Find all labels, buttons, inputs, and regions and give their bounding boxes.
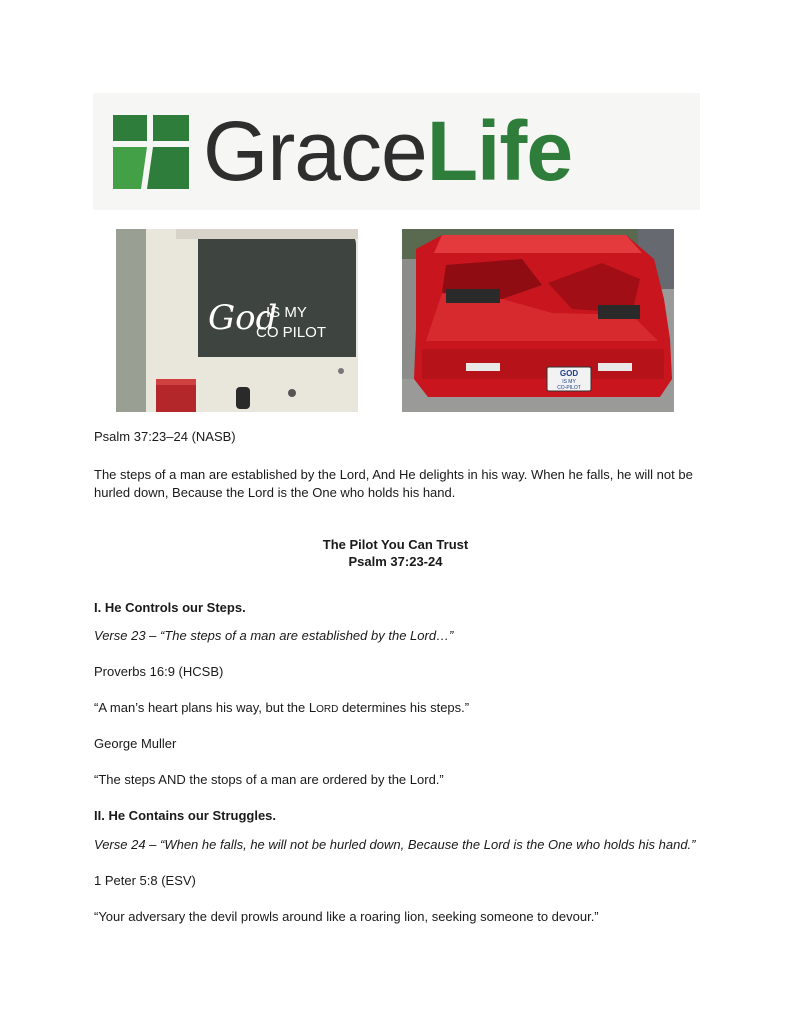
quote1-post: determines his steps.”: [338, 700, 470, 715]
plate-line1: GOD: [559, 369, 579, 378]
crashed-car-photo: [402, 229, 674, 412]
point1-ref1: Proverbs 16:9 (HCSB): [94, 664, 224, 679]
plate-line2: IS MY: [562, 379, 576, 385]
point2-quote1: “Your adversary the devil prowls around like a roaring lion, seeking someone to devour.”: [94, 909, 599, 924]
intro-verse: The steps of a man are established by the Lord, And He delights in his way. When he falls, he will not be hurled down, Because the Lord is the One who holds his hand.: [94, 467, 693, 500]
cross-logo-icon: [113, 115, 189, 189]
point1-ref2: George Muller: [94, 736, 177, 751]
decal-script: God: [208, 298, 278, 338]
decal-line2: CO PILOT: [256, 324, 327, 341]
quote1-lord-rest: ORD: [316, 704, 339, 715]
gracelife-logo: [93, 93, 700, 210]
logo-life: Life: [426, 104, 573, 198]
point2-verse: Verse 24 – “When he falls, he will not be hurled down, Because the Lord is the One who holds his hand.”: [94, 837, 696, 852]
logo-wordmark: [203, 99, 572, 204]
intro-reference: Psalm 37:23–24 (NASB): [94, 429, 236, 444]
decal-line1: IS MY: [266, 304, 307, 321]
quote1-pre: “A man’s heart plans his way, but the: [94, 700, 309, 715]
point2-heading: II. He Contains our Struggles.: [94, 808, 277, 823]
jeep-decal-photo: [116, 229, 358, 412]
sermon-title: The Pilot You Can Trust: [322, 537, 469, 552]
point1-quote2: “The steps AND the stops of a man are ordered by the Lord.”: [94, 772, 444, 787]
point2-ref1: 1 Peter 5:8 (ESV): [94, 873, 196, 888]
quote1-lord-first: L: [308, 700, 317, 715]
point1-verse: Verse 23 – “The steps of a man are established by the Lord…”: [94, 628, 454, 643]
sermon-passage: Psalm 37:23-24: [348, 554, 443, 569]
plate-line3: CO-PILOT: [557, 385, 581, 391]
point1-quote1: [94, 699, 469, 719]
point1-heading: I. He Controls our Steps.: [94, 600, 246, 615]
logo-grace: Grace: [203, 104, 427, 198]
